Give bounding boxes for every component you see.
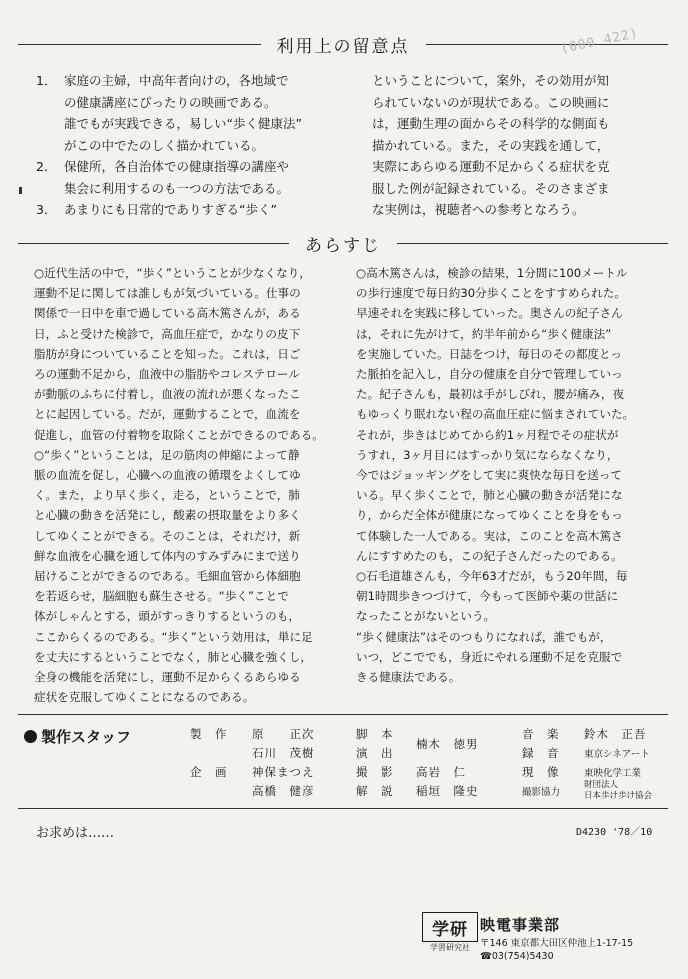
synopsis-line: とに起因している。だが，運動することで，血流を — [34, 407, 301, 422]
staff-person: 楠木 徳男 — [416, 737, 479, 751]
catalog-code: D4230 '78／10 — [576, 827, 653, 838]
synopsis-line: を実施していた。日誌をつけ，毎日のその都度とっ — [356, 346, 622, 361]
staff-role: 現 像 — [522, 765, 560, 779]
synopsis-line: の歩行速度で毎日約30分歩くことをすすめられた。 — [356, 286, 626, 301]
note-number: 2． — [36, 159, 57, 174]
synopsis-line: を丈夫にするということでなく，肺と心臓を強くし， — [34, 649, 313, 664]
staff-person: 石川 茂樹 — [252, 746, 315, 760]
synopsis-line: は，それに先がけて，約半年前から“歩く健康法” — [356, 326, 612, 341]
synopsis-line: ○近代生活の中で，“歩く”ということが少なくなり， — [34, 266, 311, 280]
synopsis-line: 日，ふと受けた検診で，高血圧症で，かなりの皮下 — [34, 326, 301, 341]
synopsis-line: それが，歩きはじめてから約1ヶ月程でその症状が — [356, 427, 619, 442]
staff-person: 財団法人 — [584, 780, 619, 790]
note-line: 服した例が記録されている。そのさまざま — [372, 180, 610, 196]
staff-role: 音 楽 — [522, 727, 560, 741]
synopsis-line: 全身の機能を活発にし，運動不足からくるあらゆる — [34, 670, 301, 685]
note-line: 集会に利用するのも一つの方法である。 — [64, 180, 290, 196]
synopsis-line: いる。早く歩くことで，肺と心臓の動きが活発にな — [356, 488, 623, 503]
synopsis-line: ○石毛道雄さんも，今年63才だが，もう20年間，毎 — [356, 569, 628, 584]
note-line: がこの中でたのしく描かれている。 — [64, 137, 265, 153]
synopsis-title-text: あらすじ — [289, 231, 397, 256]
synopsis-line: た。紀子さんも，最初は手がしびれ，腰が痛み，夜 — [356, 387, 625, 402]
gakken-logo: 学研 — [422, 912, 478, 942]
company-name: 映電事業部 — [480, 916, 561, 934]
margin-mark — [19, 187, 22, 194]
synopsis-line: うすれ，3ヶ月目にはすっかり気にならなくなり， — [356, 447, 619, 462]
synopsis-line: きる健康法である。 — [356, 670, 461, 685]
synopsis-line: く。また，より早く歩く，走る，ということで，肺 — [34, 488, 300, 503]
logo-subtitle: 学習研究社 — [430, 943, 470, 952]
synopsis-line: 早速それを実践に移していった。奥さんの紀子さん — [356, 306, 623, 321]
note-number: 3． — [36, 202, 57, 217]
catalog-stamp: (000 422) — [559, 25, 641, 58]
staff-role: 撮影協力 — [522, 787, 561, 798]
synopsis-line: 今ではジョッギングをして実に爽快な毎日を送って — [356, 468, 623, 483]
note-line: られていないのが現状である。この映画に — [372, 94, 610, 110]
synopsis-line: 朝1時間歩きつづけて，今もって医師や薬の世話に — [356, 589, 619, 604]
staff-person: 稲垣 隆史 — [416, 784, 479, 798]
notes-left-column — [36, 70, 356, 221]
note-line: 誰でもが実践できる，易しい“歩く健康法” — [64, 116, 302, 131]
synopsis-left-column — [34, 263, 342, 707]
staff-person: 鈴木 正吾 — [584, 727, 647, 741]
address-line: 〒146 東京都大田区仲池上1-17-15 — [480, 938, 634, 949]
synopsis-line: ここからくるのである。“歩く”という効用は，単に足 — [34, 629, 313, 644]
note-item-3 — [36, 199, 356, 221]
note-line: 保健所，各自治体での健康指導の講座や — [64, 159, 290, 174]
staff-role: 撮 影 — [356, 765, 394, 779]
phone-line: ☎03(754)5430 — [480, 951, 554, 962]
note-line: 実際にあらゆる運動不足からくる症状を克 — [372, 159, 610, 174]
staff-heading-text: 製作スタッフ — [41, 728, 132, 746]
staff-role: 脚 本 — [356, 727, 394, 741]
note-line: は，運動生理の面からその科学的な側面も — [372, 116, 610, 131]
staff-person: 東映化学工業 — [584, 768, 642, 779]
staff-role: 解 説 — [356, 784, 394, 798]
synopsis-line: ○“歩く”ということは，足の筋肉の伸縮によって静 — [34, 447, 300, 462]
staff-person: 東京シネアート — [584, 749, 650, 760]
synopsis-line: いつ，どこででも，身近にやれる運動不足を克服で — [356, 649, 623, 664]
synopsis-line: が動脈のふちに付着し，血液の流れが悪くなったこ — [34, 387, 301, 402]
notes-right-column — [372, 70, 672, 221]
synopsis-line: もゆっくり眠れない程の高血圧症に悩まされていた。 — [356, 407, 635, 422]
synopsis-line: 脂肪が身についていることを知った。これは，日ご — [34, 346, 301, 361]
note-line: ということについて，案外，その効用が知 — [372, 73, 610, 88]
synopsis-line: “歩く健康法”はそのつもりになれば，誰でもが， — [356, 629, 612, 644]
note-line: あまりにも日常的でありすぎる“歩く” — [64, 202, 277, 217]
company-address — [480, 937, 633, 963]
note-line: 描かれている。また，その実践を通して， — [372, 137, 610, 153]
staff-person: 高岩 仁 — [416, 765, 466, 779]
note-number: 1． — [36, 73, 57, 88]
synopsis-line: て体験した一人である。実は，このことを高木篤さ — [356, 528, 623, 543]
note-item-1 — [36, 70, 356, 156]
note-item-2 — [36, 156, 356, 199]
synopsis-line: 促進し，血管の付着物を取除くことができるのである。 — [34, 427, 324, 442]
note-line: の健康講座にぴったりの映画である。 — [64, 94, 277, 110]
staff-role: 製 作 — [190, 727, 228, 741]
synopsis-line: を若返らせ，脳細胞も蘇生させる。“歩く”ことで — [34, 589, 289, 604]
staff-top-rule — [18, 714, 668, 715]
staff-person: 日本歩け歩け協会 — [584, 791, 653, 801]
staff-role: 録 音 — [522, 746, 560, 760]
staff-role: 企 画 — [190, 765, 228, 779]
synopsis-line: と心臓の動きを活発にし，酸素の摂取量をより多く — [34, 508, 301, 523]
staff-bottom-rule — [18, 808, 668, 809]
staff-heading — [24, 726, 131, 747]
note-line: 家庭の主婦，中高年者向けの，各地域で — [64, 73, 289, 88]
synopsis-line: り，からだ全体が健康になってゆくことを身をもっ — [356, 508, 623, 523]
synopsis-line: 関係で一日中を車で過している高木篤さんが，ある — [34, 306, 301, 321]
synopsis-line: 届けることができるのである。毛細血管から体細胞 — [34, 569, 301, 584]
staff-person: 原 正次 — [252, 727, 315, 741]
staff-person: 神保まつえ — [252, 765, 315, 779]
synopsis-line: 体がしゃんとする，頭がすっきりするというのも， — [34, 609, 300, 624]
synopsis-line: 運動不足に関しては誰しもが気づいている。仕事の — [34, 286, 301, 301]
synopsis-line: た脈拍を記入し，自分の健康を自分で管理していっ — [356, 367, 623, 382]
synopsis-line: んにすすめたのも，この紀子さんだったのである。 — [356, 548, 623, 563]
notes-title-text: 利用上の留意点 — [261, 32, 426, 57]
synopsis-line: してゆくことができる。そのことは，それだけ，新 — [34, 528, 301, 543]
synopsis-line: ろの運動不足から，血液中の脂肪やコレステロール — [34, 367, 300, 382]
synopsis-line: 鮮な血液を心臓を通して体内のすみずみにまで送り — [34, 548, 301, 563]
staff-role: 演 出 — [356, 746, 394, 760]
staff-person: 高橋 健彦 — [252, 784, 315, 798]
synopsis-line: 脈の血流を促し，心臓への血液の循環をよくしてゆ — [34, 468, 301, 483]
inquiry-text: お求めは…… — [36, 826, 115, 841]
synopsis-line: 症状を克服してゆくことになるのである。 — [34, 690, 255, 705]
note-line: な実例は，視聴者への参考となろう。 — [372, 202, 585, 217]
synopsis-right-column — [356, 263, 664, 687]
synopsis-line: ○高木篤さんは，検診の結果，1分間に100メートル — [356, 266, 628, 280]
bullet-icon — [24, 730, 37, 743]
synopsis-section-title — [18, 231, 668, 255]
synopsis-line: なったことがないという。 — [356, 609, 496, 624]
